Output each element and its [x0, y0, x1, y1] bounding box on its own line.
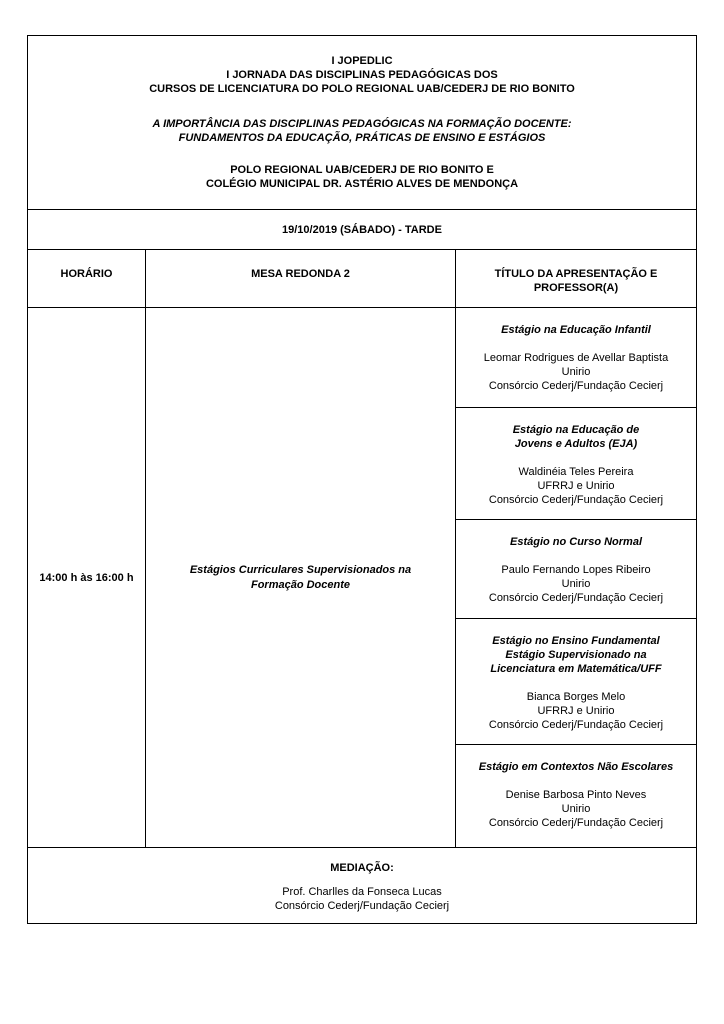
presentation-item: [456, 619, 696, 745]
event-subtitle: CURSOS DE LICENCIATURA DO POLO REGIONAL UAB/CEDERJ DE RIO BONITO: [149, 83, 575, 95]
theme-line-2: FUNDAMENTOS DA EDUCAÇÃO, PRÁTICAS DE ENSINO E ESTÁGIOS: [178, 132, 546, 144]
presentation-title: [456, 535, 696, 549]
event-acronym: I JOPEDLIC: [331, 55, 393, 67]
column-header-time: HORÁRIO: [28, 250, 146, 308]
mediator-name: Prof. Charlles da Fonseca Lucas: [282, 886, 442, 898]
time-value: 14:00 h às 16:00 h: [39, 571, 134, 584]
speaker-name: Bianca Borges Melo: [526, 691, 626, 703]
panel-title-line-2: Formação Docente: [250, 578, 350, 591]
speaker-institution: Consórcio Cederj/Fundação Cecierj: [488, 719, 664, 731]
presentation-title: [456, 423, 696, 451]
presentation-item: [456, 408, 696, 520]
speaker-institution: Consórcio Cederj/Fundação Cecierj: [488, 592, 664, 604]
presentation-title-line: Estágio na Educação de: [512, 424, 640, 436]
presentation-title-line: Jovens e Adultos (EJA): [514, 438, 638, 450]
venue-line-1: POLO REGIONAL UAB/CEDERJ DE RIO BONITO E: [230, 164, 494, 176]
speaker-institution: Consórcio Cederj/Fundação Cecierj: [488, 494, 664, 506]
panel-title-line-1: Estágios Curriculares Supervisionados na: [189, 563, 412, 576]
speaker-name: Paulo Fernando Lopes Ribeiro: [501, 564, 651, 576]
speaker-affiliation: Unirio: [561, 366, 591, 378]
event-theme-block: [28, 117, 696, 145]
event-name: I JORNADA DAS DISCIPLINAS PEDAGÓGICAS DOS: [226, 69, 498, 81]
theme-line-1: A IMPORTÂNCIA DAS DISCIPLINAS PEDAGÓGICAS NA FORMAÇÃO DOCENTE:: [152, 118, 572, 130]
presentation-title-line: Estágio no Ensino Fundamental: [492, 635, 660, 647]
presentation-title-line: Estágio em Contextos Não Escolares: [478, 761, 674, 773]
speaker-name: Waldinéia Teles Pereira: [518, 466, 634, 478]
speaker-affiliation: UFRRJ e Unirio: [537, 705, 615, 717]
speaker-institution: Consórcio Cederj/Fundação Cecierj: [488, 380, 664, 392]
mediation-section: [28, 847, 696, 923]
presentations-column: [456, 308, 696, 847]
column-header-panel: MESA REDONDA 2: [146, 250, 456, 308]
mediation-label: MEDIAÇÃO:: [330, 862, 394, 874]
presentation-title: [456, 760, 696, 774]
presentation-title: [456, 634, 696, 676]
presentation-title-line: Licenciatura em Matemática/UFF: [490, 663, 662, 675]
document-header: [28, 36, 696, 210]
panel-cell: [146, 308, 456, 847]
venue-line-2: COLÉGIO MUNICIPAL DR. ASTÉRIO ALVES DE MENDONÇA: [205, 178, 519, 190]
speaker-institution: Consórcio Cederj/Fundação Cecierj: [488, 817, 664, 829]
column-header-title-line-1: TÍTULO DA APRESENTAÇÃO E: [494, 268, 658, 280]
event-title-block: [28, 54, 696, 96]
mediator-affiliation: Consórcio Cederj/Fundação Cecierj: [274, 900, 450, 912]
time-cell: [28, 308, 146, 847]
session-date: 19/10/2019 (SÁBADO) - TARDE: [28, 210, 696, 250]
speaker-name: Leomar Rodrigues de Avellar Baptista: [483, 352, 669, 364]
presentation-item: [456, 745, 696, 847]
presentation-title-line: Estágio no Curso Normal: [509, 536, 643, 548]
presentation-title-line: Estágio na Educação Infantil: [501, 324, 651, 336]
speaker-affiliation: Unirio: [561, 803, 591, 815]
speaker-affiliation: UFRRJ e Unirio: [537, 480, 615, 492]
presentation-title-line: Estágio Supervisionado na: [505, 649, 647, 661]
venue-block: [28, 163, 696, 191]
speaker-name: Denise Barbosa Pinto Neves: [505, 789, 647, 801]
column-header-title-line-2: PROFESSOR(A): [533, 282, 619, 294]
schedule-table: [27, 35, 697, 924]
presentation-item: [456, 520, 696, 619]
column-header-title: [456, 250, 696, 308]
presentation-title: [456, 323, 696, 337]
presentation-item: [456, 308, 696, 408]
speaker-affiliation: Unirio: [561, 578, 591, 590]
